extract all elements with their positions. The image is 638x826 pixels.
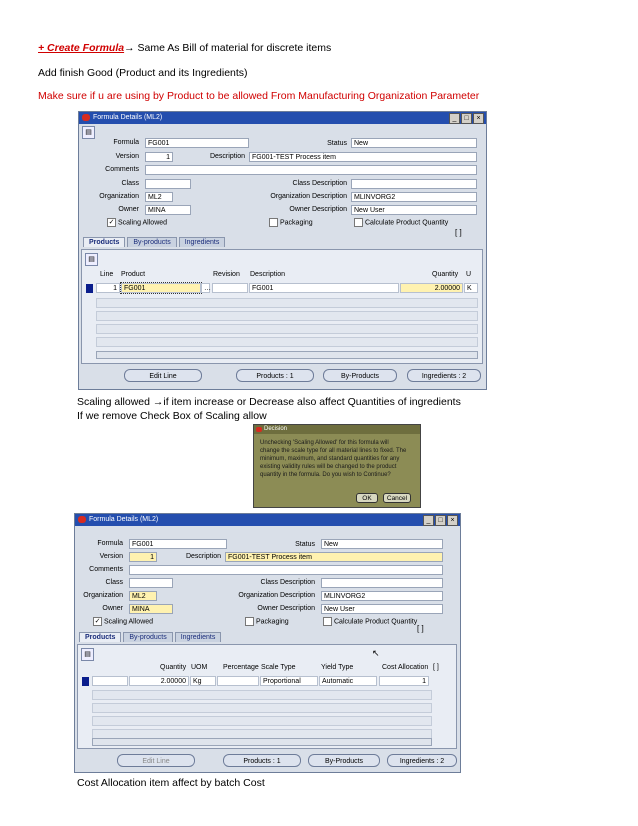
ingredients-button[interactable]: Ingredients : 2 (387, 754, 457, 767)
tab-products[interactable]: Products (79, 632, 121, 642)
col-revision-header: Revision (213, 271, 240, 278)
organization-description-field: MLINVORG2 (351, 192, 477, 202)
owner-description-field: New User (351, 205, 477, 215)
tab-ingredients[interactable]: Ingredients (179, 237, 226, 247)
version-label: Version (99, 553, 123, 560)
owner-description-label: Owner Description (289, 206, 347, 213)
cell-line[interactable]: 1 (96, 283, 120, 293)
horizontal-scrollbar[interactable] (92, 738, 432, 746)
tab-by-products[interactable]: By-products (123, 632, 172, 642)
owner-label: Owner (102, 605, 123, 612)
formula-details-window-1 (78, 111, 487, 390)
maximize-icon[interactable]: □ (461, 113, 472, 124)
organization-description-field: MLINVORG2 (321, 591, 443, 601)
packaging-label: Packaging (256, 618, 289, 626)
calculate-product-quantity-label: Calculate Product Quantity (334, 618, 418, 626)
minimize-icon[interactable]: _ (423, 515, 434, 526)
oracle-logo-icon (256, 427, 262, 432)
owner-description-field: New User (321, 604, 443, 614)
class-description-field (351, 179, 477, 189)
by-products-button[interactable]: By-Products (308, 754, 380, 767)
cell-uom[interactable]: Kg (190, 676, 216, 686)
tab-strip (83, 237, 227, 247)
calculate-product-quantity-label: Calculate Product Quantity (365, 219, 449, 227)
doc-line-byproduct-note: Make sure if u are using by Product to be allowed From Manufacturing Organization Parameter (38, 90, 480, 102)
window-title: Formula Details (ML2) (93, 114, 163, 121)
cell-product[interactable] (92, 676, 128, 686)
dialog-title-bar (254, 425, 420, 434)
version-label: Version (115, 153, 139, 160)
owner-input[interactable]: MINA (145, 205, 191, 215)
window-title-bar[interactable] (75, 514, 460, 526)
comments-input[interactable] (145, 165, 477, 175)
empty-row[interactable] (96, 337, 478, 347)
packaging-checkbox[interactable] (269, 218, 313, 227)
empty-row[interactable] (92, 703, 432, 713)
organization-label: Organization (83, 592, 123, 599)
products-panel (77, 644, 457, 749)
cell-description[interactable]: FG001 (249, 283, 399, 293)
owner-input[interactable]: MINA (129, 604, 173, 614)
col-scale-type-header: Scale Type (261, 664, 296, 671)
packaging-checkbox[interactable] (245, 617, 289, 626)
decision-dialog (253, 424, 421, 508)
scaling-allowed-checkbox[interactable]: ✓ Scaling Allowed (94, 618, 154, 626)
cell-cost-allocation[interactable]: 1 (379, 676, 429, 686)
edit-line-button[interactable]: Edit Line (124, 369, 202, 382)
cell-quantity[interactable]: 2.00000 (129, 676, 189, 686)
comments-input[interactable] (129, 565, 443, 575)
oracle-logo-icon (78, 516, 86, 523)
folder-icon[interactable]: ▤ (82, 126, 95, 139)
class-label: Class (121, 180, 139, 187)
cell-percentage[interactable] (217, 676, 259, 686)
scaling-allowed-label: Scaling Allowed (104, 618, 154, 626)
cancel-button[interactable]: Cancel (383, 493, 411, 503)
products-panel (81, 249, 483, 364)
formula-label: Formula (113, 139, 139, 146)
formula-details-window-2 (74, 513, 461, 773)
class-description-label: Class Description (292, 180, 347, 187)
edit-line-button[interactable]: Edit Line (117, 754, 195, 767)
scaling-prefix: Scaling allowed (77, 396, 153, 408)
products-button[interactable]: Products : 1 (236, 369, 314, 382)
description-label: Description (209, 153, 245, 160)
status-label: Status (327, 140, 347, 147)
col-percentage-header: Percentage (223, 664, 259, 671)
status-label: Status (295, 541, 315, 548)
empty-row[interactable] (92, 716, 432, 726)
current-row-marker (86, 284, 93, 293)
scaling-allowed-checkbox[interactable]: ✓ Scaling Allowed (108, 219, 168, 227)
organization-input[interactable]: ML2 (145, 192, 173, 202)
cell-revision[interactable] (212, 283, 248, 293)
lov-button[interactable]: … (201, 283, 210, 293)
scaling-allowed-label: Scaling Allowed (118, 219, 168, 227)
status-field: New (351, 138, 477, 148)
description-input[interactable]: FG001-TEST Process item (249, 152, 477, 162)
tab-by-products[interactable]: By-products (127, 237, 176, 247)
comments-label: Comments (105, 166, 139, 173)
col-quantity-header: Quantity (432, 271, 459, 278)
folder-icon[interactable]: ▤ (85, 253, 98, 266)
col-cost-allocation-header: Cost Allocation (382, 664, 429, 671)
close-icon[interactable]: × (473, 113, 484, 124)
doc-uncheck-note: If we remove Check Box of Scaling allow (77, 410, 267, 422)
current-row-marker (82, 677, 89, 686)
version-input[interactable]: 1 (129, 552, 157, 562)
col-product-header: Product (121, 271, 146, 278)
scale-type-select[interactable]: Proportional (260, 676, 318, 686)
packaging-label: Packaging (280, 219, 313, 227)
empty-row[interactable] (96, 311, 478, 321)
window-title-bar[interactable] (79, 112, 486, 124)
dialog-message: Unchecking 'Scaling Allowed' for this formula will change the scale type for all material lines to fixed. The minimum, maximum, and standard quantities for any existing validity rules will be changed to the product quantity in the formula. Do you wish to Continue? (260, 440, 407, 478)
class-input[interactable] (129, 578, 173, 588)
version-input[interactable]: 1 (145, 152, 173, 162)
cell-product[interactable]: FG001 (121, 283, 201, 293)
col-description-header: Description (250, 271, 286, 278)
class-label: Class (105, 579, 123, 586)
col-quantity-header: Quantity (160, 664, 187, 671)
organization-label: Organization (99, 193, 139, 200)
organization-input[interactable]: ML2 (129, 591, 157, 601)
ok-button[interactable]: OK (356, 493, 378, 503)
maximize-icon[interactable]: □ (435, 515, 446, 526)
folder-icon[interactable]: ▤ (81, 648, 94, 661)
col-uom-header: U (466, 271, 472, 278)
arrow-icon: → (152, 396, 164, 408)
minimize-icon[interactable]: _ (449, 113, 460, 124)
ingredients-button[interactable]: Ingredients : 2 (407, 369, 481, 382)
tab-products[interactable]: Products (83, 237, 125, 247)
class-description-field (321, 578, 443, 588)
class-description-label: Class Description (260, 579, 315, 586)
empty-row[interactable] (96, 324, 478, 334)
products-button[interactable]: Products : 1 (223, 754, 301, 767)
formula-input[interactable]: FG001 (145, 138, 249, 148)
flex-field-bracket[interactable]: [ ] (455, 228, 462, 237)
col-flex-bracket[interactable]: [ ] (433, 664, 439, 671)
owner-description-label: Owner Description (257, 605, 315, 612)
flex-field-bracket[interactable]: [ ] (417, 624, 424, 633)
create-formula-link[interactable]: + Create Formula (38, 42, 125, 54)
calculate-product-quantity-checkbox[interactable] (354, 218, 448, 227)
oracle-logo-icon (82, 114, 90, 121)
col-uom-header: UOM (191, 664, 208, 671)
description-input[interactable]: FG001-TEST Process item (225, 552, 443, 562)
formula-input[interactable]: FG001 (129, 539, 227, 549)
empty-row[interactable] (96, 298, 478, 308)
tab-strip (79, 632, 223, 642)
status-field: New (321, 539, 443, 549)
col-line-header: Line (100, 271, 114, 278)
calculate-product-quantity-checkbox[interactable] (323, 617, 417, 626)
horizontal-scrollbar[interactable] (96, 351, 478, 359)
organization-description-label: Organization Description (238, 592, 315, 599)
yield-type-select[interactable]: Automatic (319, 676, 377, 686)
description-label: Description (185, 553, 221, 560)
close-icon[interactable]: × (447, 515, 458, 526)
empty-row[interactable] (92, 690, 432, 700)
organization-description-label: Organization Description (270, 193, 347, 200)
mouse-cursor-icon: ↖ (372, 648, 380, 658)
cell-uom[interactable]: K (464, 283, 478, 293)
scaling-rest: if item increase or Decrease also affect Quantities of ingredients (163, 396, 461, 408)
tab-ingredients[interactable]: Ingredients (175, 632, 222, 642)
comments-label: Comments (89, 566, 123, 573)
doc-scaling-note (77, 396, 461, 408)
arrow-icon: → (124, 42, 135, 54)
formula-label: Formula (97, 540, 123, 547)
doc-heading (38, 42, 331, 54)
dialog-title: Decision (264, 426, 288, 432)
heading-rest: Same As Bill of material for discrete items (134, 42, 332, 54)
window-title: Formula Details (ML2) (89, 516, 159, 523)
cell-quantity[interactable]: 2.00000 (400, 283, 463, 293)
doc-cost-note: Cost Allocation item affect by batch Cost (77, 777, 265, 789)
doc-line-finish-good: Add finish Good (Product and its Ingredients) (38, 67, 248, 79)
by-products-button[interactable]: By-Products (323, 369, 397, 382)
col-yield-type-header: Yield Type (321, 664, 354, 671)
class-input[interactable] (145, 179, 191, 189)
owner-label: Owner (118, 206, 139, 213)
